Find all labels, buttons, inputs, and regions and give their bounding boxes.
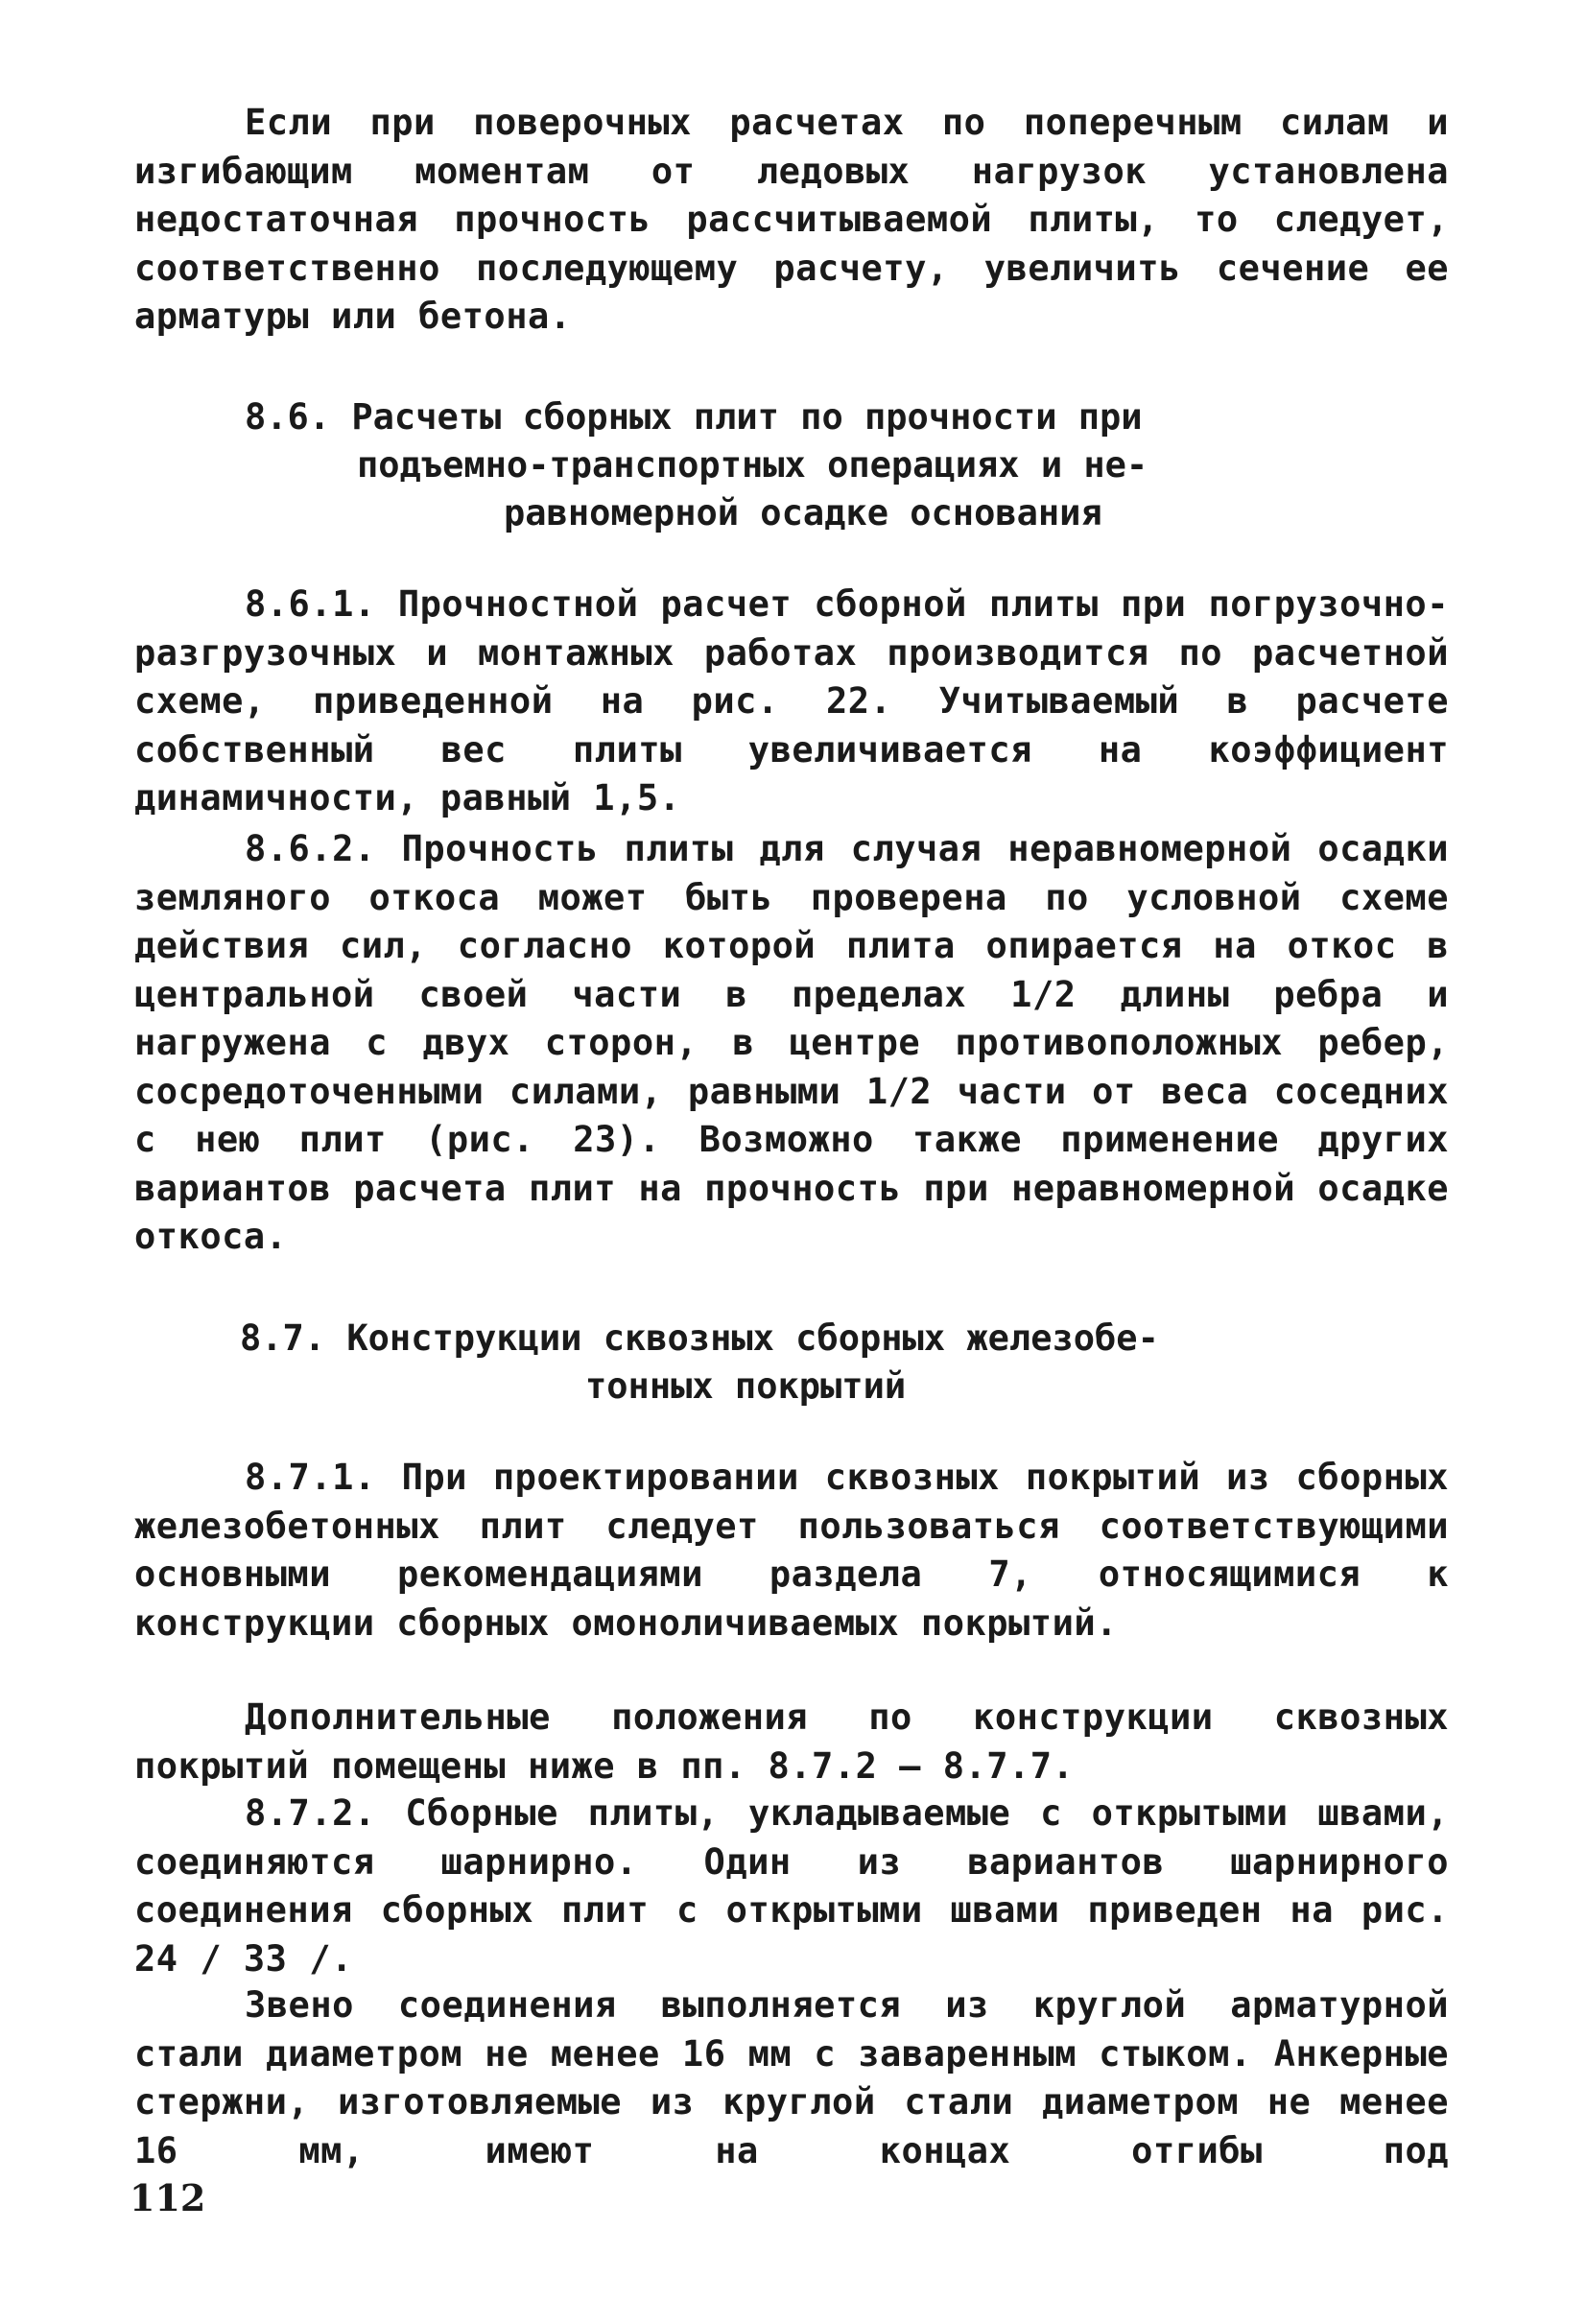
paragraph-intro: Если при поверочных расчетах по поперечным силам и изгибающим моментам от ледовых нагрузок установлена недостаточная прочность рассчитываемой плиты, то следует, соответственно последующему расчету, увеличить сечение ее арматуры или бетона. <box>134 102 1449 337</box>
section-heading-8-7-line1: 8.7. Конструкции сквозных сборных железобе- <box>240 1317 1159 1359</box>
paragraph-link: Звено соединения выполняется из круглой арматурной стали диаметром не менее 16 мм с заваренным стыком. Анкерные стержни, изготовляемые из круглой стали диаметром не менее 16 мм, имеют на концах отгибы под <box>134 1984 1449 2171</box>
paragraph-8-6-2: 8.6.2. Прочность плиты для случая неравномерной осадки земляного откоса может быть проверена по условной схеме действия сил, согласно которой плита опирается на откос в центральной своей части в пределах 1/2 длины ребра и нагружена с двух сторон, в центре противоположных ребер, сосредоточенными силами, равными 1/2 части от веса соседних с нею плит (рис. 23). Возможно также применение других вариантов расчета плит на прочность при неравномерной осадке откоса. <box>134 828 1449 1257</box>
paragraph-8-6-1: 8.6.1. Прочностной расчет сборной плиты при погрузочно-разгрузочных и монтажных работах производится по расчетной схеме, приведенной на рис. 22. Учитываемый в расчете собственный вес плиты увеличивается на коэффициент динамичности, равный 1,5. <box>134 583 1449 818</box>
page-number: 112 <box>130 2176 206 2219</box>
section-heading-8-6-line2: подъемно-транспортных операциях и не- <box>357 444 1148 486</box>
section-heading-8-6-line3: равномерной осадке основания <box>504 492 1102 534</box>
paragraph-additional: Дополнительные положения по конструкции сквозных покрытий помещены ниже в пп. 8.7.2 – 8.7.7. <box>134 1696 1449 1787</box>
section-heading-8-6-line1: 8.6. Расчеты сборных плит по прочности при <box>245 396 1143 438</box>
paragraph-8-7-2: 8.7.2. Сборные плиты, укладываемые с открытыми швами, соединяются шарнирно. Один из вариантов шарнирного соединения сборных плит с открытыми швами приведен на рис. 24 / 33 /. <box>134 1792 1449 1980</box>
section-heading-8-7-line2: тонных покрытий <box>585 1365 907 1407</box>
paragraph-8-7-1: 8.7.1. При проектировании сквозных покрытий из сборных железобетонных плит следует пользоваться соответствующими основными рекомендациями раздела 7, относящимися к конструкции сборных омоноличиваемых покрытий. <box>134 1457 1449 1644</box>
